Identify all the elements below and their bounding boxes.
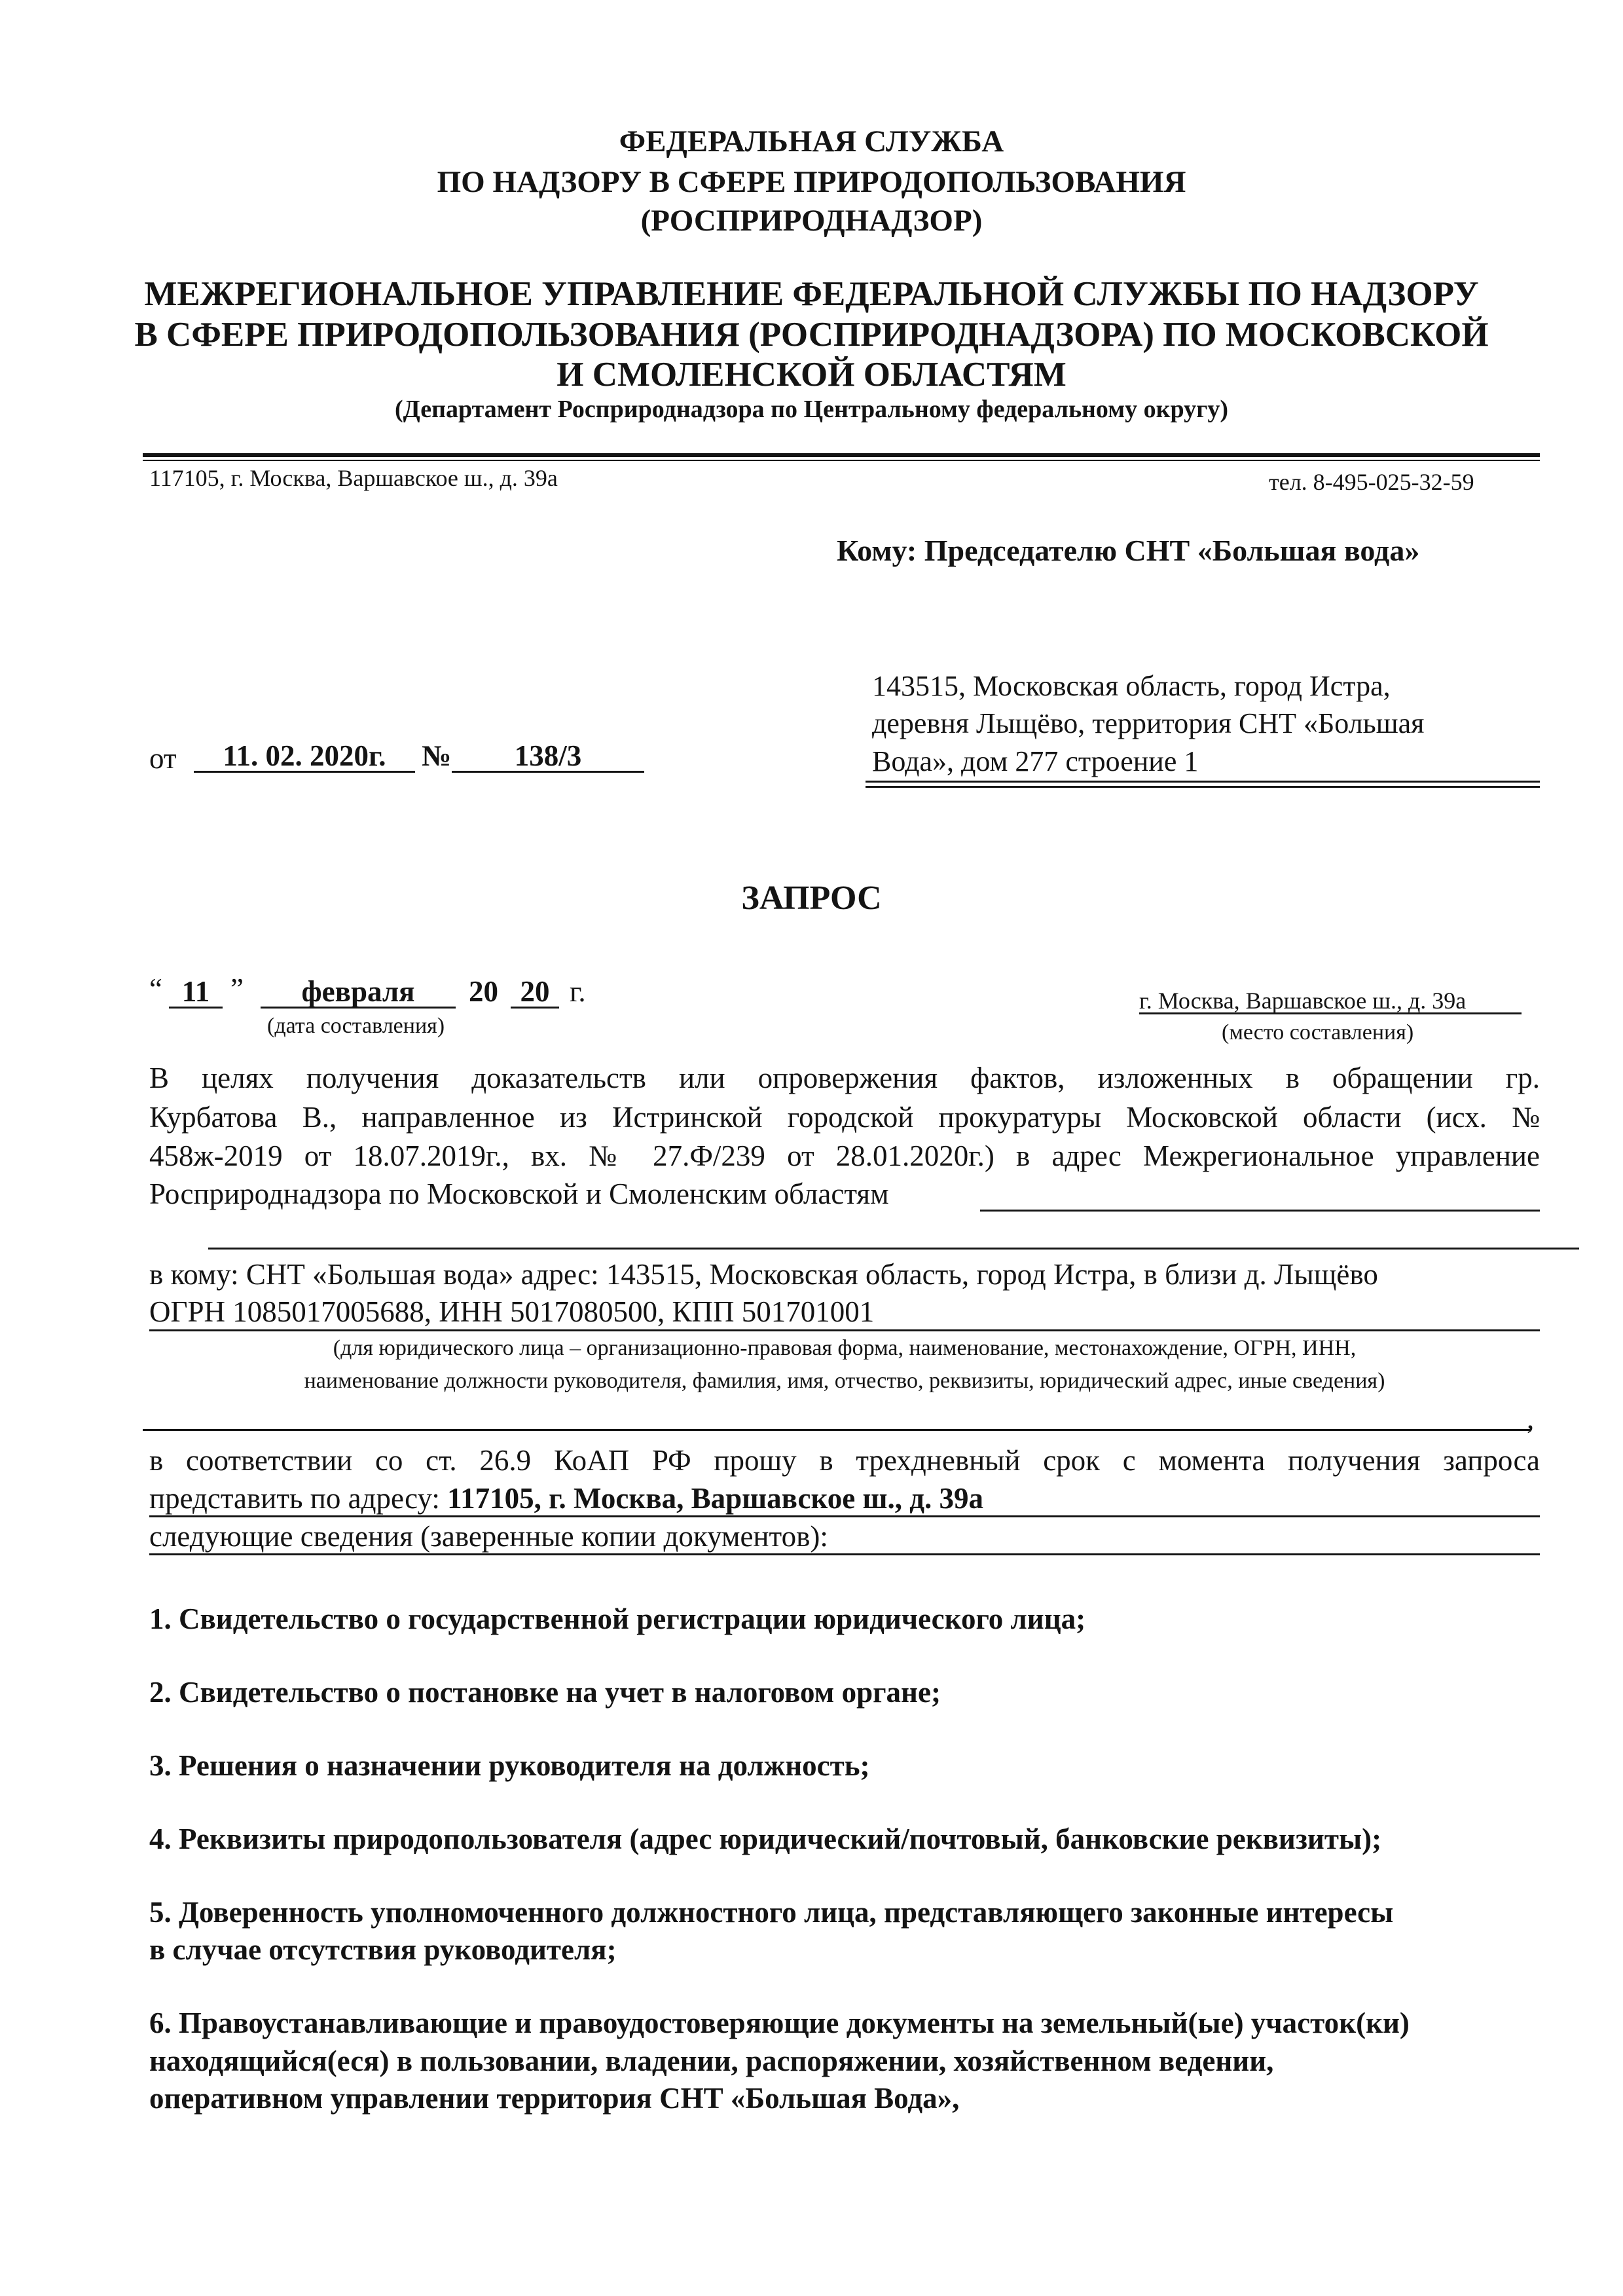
outgoing-number-sign: №: [422, 739, 452, 772]
outgoing-number: 138/3: [452, 741, 644, 773]
fill-line-2: [208, 1248, 1579, 1250]
recipient-underline-1: [866, 781, 1540, 783]
request-line-3: следующие сведения (заверенные копии документов):: [149, 1520, 828, 1553]
request-underline-2: [149, 1553, 1540, 1555]
list-item: 6. Правоустанавливающие и правоудостоверяющие документы на земельный(ые) участок(ки): [149, 2007, 1410, 2039]
request-return-address: 117105, г. Москва, Варшавское ш., д. 39а: [447, 1482, 984, 1515]
date-close-quote: ”: [230, 972, 244, 1005]
recipient-address-line-2: деревня Лыщёво, территория СНТ «Большая: [872, 707, 1425, 739]
list-item: 1. Свидетельство о государственной регистрации юридического лица;: [149, 1602, 1086, 1635]
date-caption: (дата составления): [267, 1014, 445, 1038]
fill-line-3: [143, 1429, 1531, 1431]
recipient-address-line-1: 143515, Московская область, город Истра,: [872, 670, 1391, 702]
document-title: ЗАПРОС: [741, 880, 882, 917]
body-line-1: В целях получения доказательств или опровержения фактов, изложенных в обращении гр.: [149, 1062, 1540, 1094]
agency-title-line-1: ФЕДЕРАЛЬНАЯ СЛУЖБА: [619, 124, 1004, 158]
recipient-address-line-3: Вода», дом 277 строение 1: [872, 745, 1199, 777]
addressee-line-2: ОГРН 1085017005688, ИНН 5017080500, КПП 501701001: [149, 1295, 875, 1328]
recipient-underline-2: [866, 786, 1540, 788]
outgoing-from-label: от: [149, 742, 177, 775]
office-phone: тел. 8-495-025-32-59: [1269, 469, 1474, 495]
compiled-year-suffix: 20: [511, 977, 559, 1009]
compiled-place: г. Москва, Варшавское ш., д. 39а: [1139, 989, 1522, 1014]
place-caption: (место составления): [1222, 1020, 1414, 1045]
department-subtitle: (Департамент Росприроднадзора по Центральному федеральному округу): [394, 396, 1229, 423]
office-title-line-1: МЕЖРЕГИОНАЛЬНОЕ УПРАВЛЕНИЕ ФЕДЕРАЛЬНОЙ СЛУЖБЫ ПО НАДЗОРУ: [144, 275, 1479, 313]
compiled-month: февраля: [261, 977, 456, 1009]
body-line-3: 458ж-2019 от 18.07.2019г., вх. № 27.Ф/239 от 28.01.2020г.) в адрес Межрегиональное управление: [149, 1139, 1540, 1172]
list-item: 2. Свидетельство о постановке на учет в налоговом органе;: [149, 1676, 941, 1709]
list-item-continuation: оперативном управлении территория СНТ «Большая Вода»,: [149, 2082, 960, 2115]
header-rule-thin: [143, 460, 1540, 461]
agency-title-line-3: (РОСПРИРОДНАДЗОР): [640, 204, 983, 238]
recipient-title: Кому: Председателю СНТ «Большая вода»: [837, 534, 1420, 567]
header-rule-thick: [143, 453, 1540, 457]
compiled-year-prefix: 20: [469, 975, 498, 1008]
outgoing-date: 11. 02. 2020г.: [194, 741, 415, 773]
compiled-year-unit: г.: [570, 975, 586, 1008]
request-line-1: в соответствии со ст. 26.9 КоАП РФ прошу в трехдневный срок с момента получения запроса: [149, 1444, 1540, 1477]
addressee-note-line-2: наименование должности руководителя, фамилия, имя, отчество, реквизиты, юридический адрес, иные сведения): [304, 1369, 1385, 1393]
list-item-continuation: находящийся(еся) в пользовании, владении, распоряжении, хозяйственном ведении,: [149, 2045, 1274, 2077]
office-address: 117105, г. Москва, Варшавское ш., д. 39а: [149, 465, 558, 491]
office-title-line-3: И СМОЛЕНСКОЙ ОБЛАСТЯМ: [556, 356, 1067, 394]
office-title-line-2: В СФЕРЕ ПРИРОДОПОЛЬЗОВАНИЯ (РОСПРИРОДНАДЗОРА) ПО МОСКОВСКОЙ: [134, 316, 1489, 354]
addressee-underline: [149, 1329, 1540, 1331]
request-line-2: [149, 1484, 983, 1513]
fill-line-1: [980, 1210, 1540, 1212]
list-item: 3. Решения о назначении руководителя на должность;: [149, 1749, 870, 1782]
list-item-continuation: в случае отсутствия руководителя;: [149, 1933, 617, 1966]
addressee-line-1: в кому: СНТ «Большая вода» адрес: 143515, Московская область, город Истра, в близи д. Лыщёво: [149, 1258, 1378, 1291]
list-item: 4. Реквизиты природопользователя (адрес юридический/почтовый, банковские реквизиты);: [149, 1823, 1382, 1855]
body-line-2: Курбатова В., направленное из Истринской городской прокуратуры Московской области (исх. №: [149, 1101, 1540, 1134]
addressee-note-line-1: (для юридического лица – организационно-правовая форма, наименование, местонахождение, ОГРН, ИНН,: [333, 1336, 1357, 1360]
list-item: 5. Доверенность уполномоченного должностного лица, представляющего законные интересы: [149, 1896, 1394, 1929]
fill-line-comma: ,: [1527, 1402, 1535, 1435]
date-open-quote: “: [149, 972, 162, 1005]
compiled-day: 11: [169, 977, 223, 1009]
body-line-4: Росприроднадзора по Московской и Смоленским областям: [149, 1177, 889, 1210]
request-underline-1: [149, 1515, 1540, 1517]
agency-title-line-2: ПО НАДЗОРУ В СФЕРЕ ПРИРОДОПОЛЬЗОВАНИЯ: [437, 165, 1186, 199]
request-line-2-prefix: представить по адресу:: [149, 1482, 448, 1515]
